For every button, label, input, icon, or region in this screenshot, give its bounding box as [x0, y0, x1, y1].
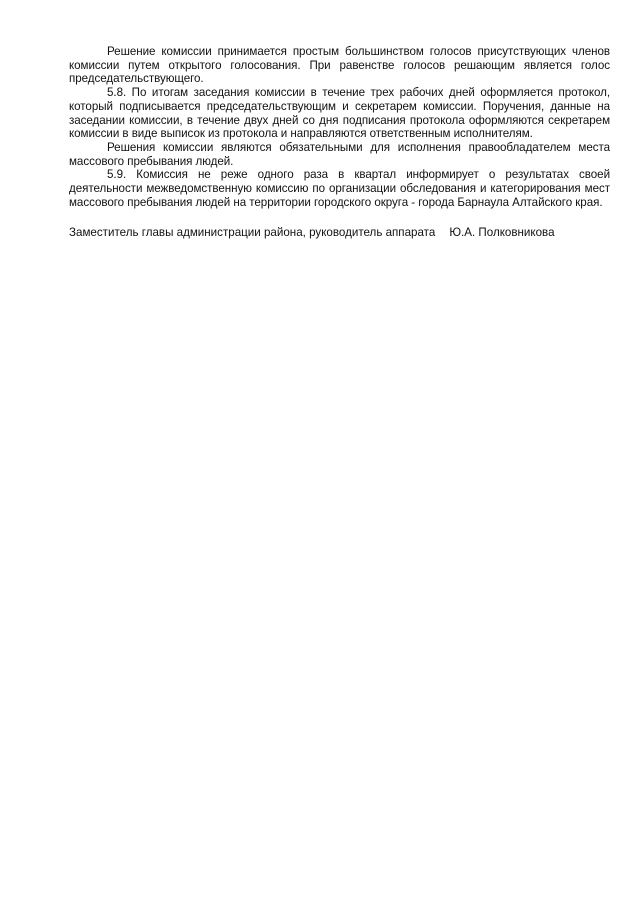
document-page [69, 45, 610, 240]
signatory-role: Заместитель главы администрации района, руководитель аппарата [69, 226, 436, 240]
signature-block [69, 226, 610, 240]
paragraph-5-8-protocol: 5.8. По итогам заседания комиссии в течение трех рабочих дней оформляется протокол, который подписывается председательствующим и секретарем комиссии. Поручения, данные на заседании комиссии, в течение двух дней со дня подписания протокола оформляются секретарем комиссии в виде выписок из протокола и направляются ответственным исполнителям. [69, 86, 610, 141]
paragraph-decision-voting: Решение комиссии принимается простым большинством голосов присутствующих членов комиссии путем открытого голосования. При равенстве голосов решающим является голос председательствующего. [69, 45, 610, 86]
paragraph-5-9-reporting: 5.9. Комиссия не реже одного раза в квартал информирует о результатах своей деятельности межведомственную комиссию по организации обследования и категорирования мест массового пребывания людей на территории городского округа - города Барнаула Алтайского края. [69, 168, 610, 209]
paragraph-decisions-binding: Решения комиссии являются обязательными для исполнения правообладателем места массового пребывания людей. [69, 140, 610, 168]
signatory-name: Ю.А. Полковникова [449, 226, 555, 240]
